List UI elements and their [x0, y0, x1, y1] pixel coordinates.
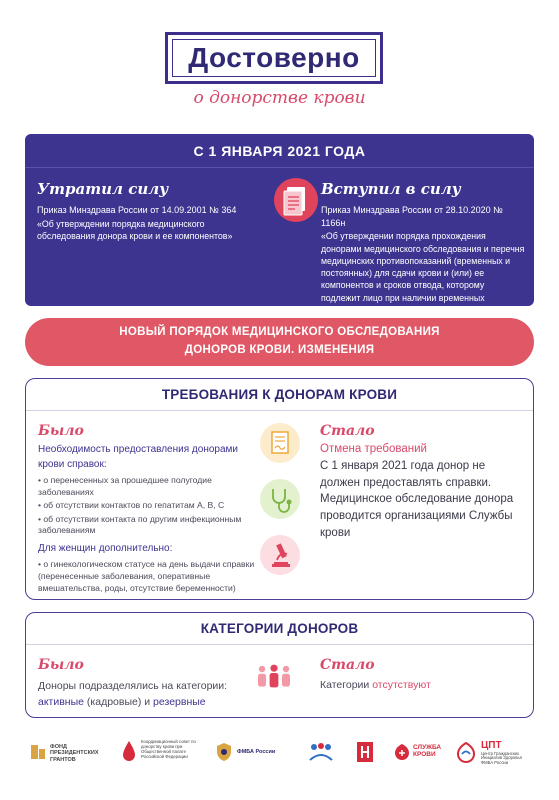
- was-lead: Необходимость предоставления донорами крови справок:: [38, 444, 238, 470]
- was-label: Было: [38, 423, 84, 439]
- requirements-now: [320, 423, 525, 541]
- categories-now: [320, 657, 525, 691]
- now-label: Стало: [320, 423, 375, 439]
- document-icon: [274, 178, 318, 222]
- women-lead: Для женщин дополнительно:: [38, 542, 173, 554]
- cat-was-label: Было: [38, 657, 84, 673]
- requirements-was: [38, 423, 258, 596]
- repealed-order: Приказ Минздрава России от 14.09.2001 № 364: [37, 205, 237, 215]
- requirements-card: [25, 378, 534, 600]
- active-word: активные: [38, 695, 84, 708]
- repealed-label: Утратил силу: [37, 180, 169, 198]
- enacted-desc: «Об утверждении порядка прохождения донорами медицинского обследования и перечня медицинских противопоказаний (временных и постоянных) для сдачи крови и (или) ее компонентов и сроков отвода, которому подлежит лицо при наличии временных медицинских показаний, от донорства крови и: [321, 231, 525, 316]
- cat-was-text: Доноры подразделялись на категории: активные (кадровые) и резервные: [38, 680, 228, 708]
- categories-title: КАТЕГОРИИ ДОНОРОВ: [26, 613, 533, 645]
- certificate-icon: [260, 423, 300, 463]
- cat-now-text: Категории отсутствуют: [320, 679, 431, 691]
- microscope-icon: [260, 535, 300, 575]
- changes-banner: [25, 318, 534, 366]
- stethoscope-icon: [260, 479, 300, 519]
- title-frame: [165, 32, 383, 84]
- list-item: • о гинекологическом статусе на день выдачи справки (перенесенные заболевания, оперативные вмешательства, роды, отсутствие беременности): [38, 559, 255, 593]
- donor-search-logo: [355, 740, 375, 766]
- cat-now-label: Стало: [320, 657, 375, 673]
- categories-card: [25, 612, 534, 718]
- repealed-column: [37, 180, 262, 242]
- enacted-column: [321, 180, 526, 329]
- page-title: Достоверно: [188, 42, 360, 73]
- categories-was: [38, 657, 258, 711]
- page-subtitle: о донорстве крови: [193, 88, 366, 108]
- list-item: • о перенесенных за прошедшее полугодие заболеваниях: [38, 475, 212, 497]
- cancel-text: Отмена требований: [320, 443, 427, 455]
- was-list: [38, 475, 258, 537]
- absent-word: отсутствуют: [372, 679, 431, 691]
- donors-icon: [254, 657, 304, 701]
- list-item: • об отсутствии контакта по другим инфекционным заболеваниям: [38, 513, 242, 536]
- date-panel: [25, 134, 534, 316]
- list-item: • об отсутствии контактов по гепатитам А, В, С: [38, 500, 225, 511]
- requirements-title: ТРЕБОВАНИЯ К ДОНОРАМ КРОВИ: [26, 379, 533, 411]
- reserve-word: резервные: [153, 695, 206, 708]
- enacted-order: Приказ Минздрава России от 28.10.2020 № 1166н: [321, 205, 503, 228]
- volunteers-logo: [309, 742, 333, 764]
- partner-logos: ФОНД ПРЕЗИДЕНТСКИХ ГРАНТОВ Координационный совет по донорству крови при Общественной палате Российской Федерации ФМБА России СЛУЖБА КРОВИ ЦПТ Центр Гражданских Инициатив Здоровья ФМБА России: [25, 736, 534, 776]
- repealed-desc: «Об утверждении порядка медицинского обследования донора крови и ее компонентов»: [37, 218, 233, 241]
- women-list: [38, 559, 258, 594]
- banner-line-1: НОВЫЙ ПОРЯДОК МЕДИЦИНСКОГО ОБСЛЕДОВАНИЯ: [119, 326, 440, 339]
- date-heading: С 1 ЯНВАРЯ 2021 ГОДА: [25, 134, 534, 168]
- enacted-label: Вступил в силу: [321, 180, 461, 198]
- banner-line-2: ДОНОРОВ КРОВИ. ИЗМЕНЕНИЯ: [184, 344, 375, 356]
- now-body: С 1 января 2021 года донор не должен предоставлять справки. Медицинское обследование донора проводится организациями Службы крови: [320, 460, 514, 539]
